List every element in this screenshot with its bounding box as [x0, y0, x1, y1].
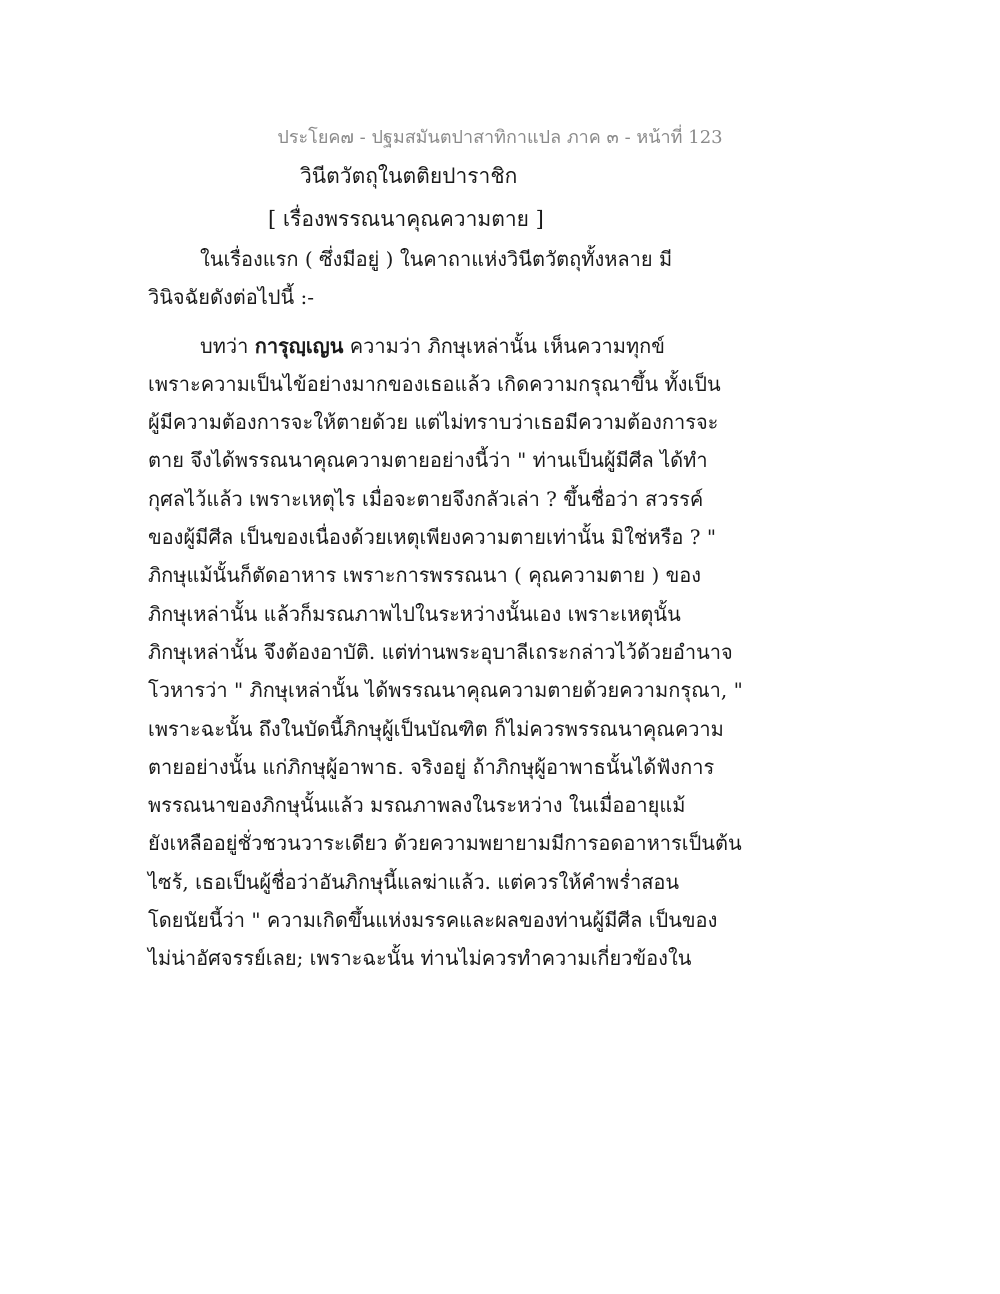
body-text: [148, 240, 743, 978]
running-header: ประโยค๗ - ปฐมสมันตปาสาทิกาแปล ภาค ๓ - หน้าที่ 123: [277, 127, 723, 148]
paragraph-2-line: ยังเหลืออยู่ชั่วชวนวาระเดียว ด้วยความพยายามมีการอดอาหารเป็นต้น: [148, 831, 742, 856]
paragraph-2-line: โดยนัยนี้ว่า " ความเกิดขึ้นแห่งมรรคและผลของท่านผู้มีศีล เป็นของ: [148, 908, 718, 933]
paragraph-2-line: ไม่น่าอัศจรรย์เลย; เพราะฉะนั้น ท่านไม่ควรทำความเกี่ยวข้องใน: [148, 946, 692, 971]
paragraph-1-line: ในเรื่องแรก ( ซึ่งมีอยู่ ) ในคาถาแห่งวินีตวัตถุทั้งหลาย มี: [200, 247, 673, 271]
paragraph-2-first-line: [148, 327, 708, 365]
glossed-term: การุญฺเญน: [254, 333, 344, 358]
line-rest: ความว่า ภิกษุเหล่านั้น เห็นความทุกข์: [343, 333, 665, 358]
paragraph-2-line: ของผู้มีศีล เป็นของเนื่องด้วยเหตุเพียงความตายเท่านั้น มิใช่หรือ ? ": [148, 525, 717, 550]
line-prefix: บทว่า: [200, 333, 255, 358]
sutta-title: วินีตวัตถุในตติยปาราชิก: [300, 164, 518, 188]
paragraph-2-line: เพราะฉะนั้น ถึงในบัดนี้ภิกษุผู้เป็นบัณฑิต ก็ไม่ควรพรรณนาคุณความ: [148, 716, 724, 741]
paragraph-2-line: เพราะความเป็นไข้อย่างมากของเธอแล้ว เกิดความกรุณาขึ้น ทั้งเป็น: [148, 371, 721, 396]
paragraph-2-line: ภิกษุแม้นั้นก็ตัดอาหาร เพราะการพรรณนา ( คุณความตาย ) ของ: [148, 563, 702, 588]
paragraph-2-line: โวหารว่า " ภิกษุเหล่านั้น ได้พรรณนาคุณความตายด้วยความกรุณา, ": [148, 678, 743, 703]
paragraph-2-line: ไซร้, เธอเป็นผู้ชื่อว่าอันภิกษุนี้แลฆ่าแล้ว. แต่ควรให้คำพร่ำสอน: [148, 869, 680, 894]
paragraph-2-line: กุศลไว้แล้ว เพราะเหตุไร เมื่อจะตายจึงกลัวเล่า ? ขึ้นชื่อว่า สวรรค์: [148, 486, 704, 511]
story-title: [ เรื่องพรรณนาคุณความตาย ]: [268, 207, 544, 231]
paragraph-1-line: วินิจฉัยดังต่อไปนี้ :-: [148, 285, 314, 310]
paragraph-2-line: ภิกษุเหล่านั้น จึงต้องอาบัติ. แต่ท่านพระอุบาลีเถระกล่าวไว้ด้วยอำนาจ: [148, 639, 733, 664]
paragraph-2-line: ตายอย่างนั้น แก่ภิกษุผู้อาพาธ. จริงอยู่ ถ้าภิกษุผู้อาพาธนั้นได้ฟังการ: [148, 754, 715, 779]
paragraph-2-line: ตาย จึงได้พรรณนาคุณความตายอย่างนี้ว่า " ท่านเป็นผู้มีศีล ได้ทำ: [148, 448, 708, 473]
paragraph-2-line: ภิกษุเหล่านั้น แล้วก็มรณภาพไปในระหว่างนั้นเอง เพราะเหตุนั้น: [148, 601, 681, 626]
paragraph-2-line: ผู้มีความต้องการจะให้ตายด้วย แต่ไม่ทราบว่าเธอมีความต้องการจะ: [148, 410, 719, 435]
paragraph-2-line: พรรณนาของภิกษุนั้นแล้ว มรณภาพลงในระหว่าง ในเมื่ออายุแม้: [148, 793, 686, 818]
